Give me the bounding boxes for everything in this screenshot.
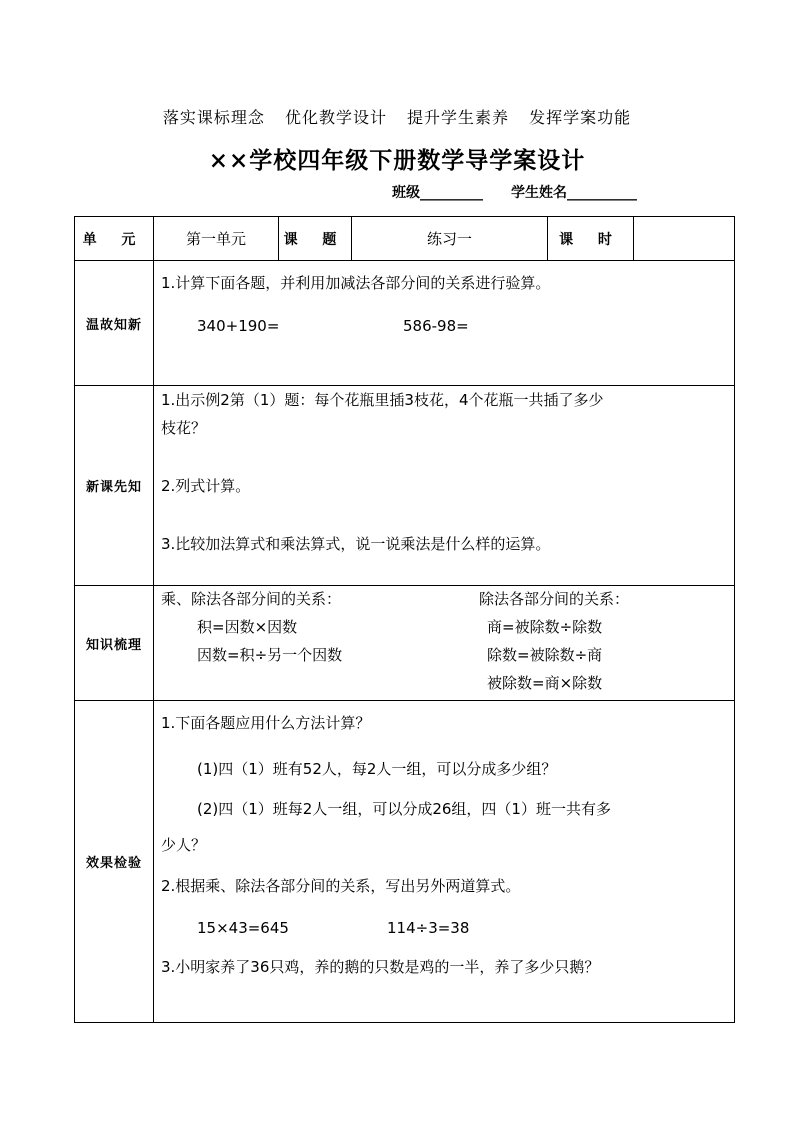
check-q2a: 15×43=645 (197, 919, 289, 937)
preview-line-2: 2.列式计算。 (161, 477, 251, 495)
student-name-label: 学生姓名 (511, 185, 567, 201)
check-label: 效果检验 (75, 701, 154, 1023)
page-title: ××学校四年级下册数学导学案设计 (208, 147, 586, 174)
summary-right-2: 除数=被除数÷商 (487, 646, 603, 664)
topic-label: 课 题 (279, 217, 352, 261)
review-row (75, 261, 735, 386)
check-content (154, 701, 735, 1023)
check-q1: 1.下面各题应用什么方法计算？ (161, 714, 371, 732)
summary-label: 知识梳理 (75, 586, 154, 701)
review-content (154, 261, 735, 386)
check-q1b-cont: 少人？ (161, 836, 207, 854)
preview-line-1: 1.出示例2第（1）题：每个花瓶里插3枝花，4个花瓶一共插了多少 (161, 391, 604, 409)
summary-right-title: 除法各部分间的关系： (479, 590, 630, 608)
review-label: 温故知新 (75, 261, 154, 386)
summary-right-1: 商=被除数÷除数 (487, 618, 603, 636)
preview-line-3: 3.比较加法算式和乘法算式，说一说乘法是什么样的运算。 (161, 535, 551, 553)
check-q2b: 114÷3=38 (387, 919, 470, 937)
check-q2: 2.根据乘、除法各部分间的关系，写出另外两道算式。 (161, 877, 521, 895)
check-row (75, 701, 735, 1023)
preview-label: 新课先知 (75, 386, 154, 586)
check-q1b: (2)四（1）班每2人一组，可以分成26组，四（1）班一共有多 (197, 800, 611, 818)
class-label: 班级 (392, 185, 420, 201)
student-info-line (392, 182, 637, 202)
info-row (75, 217, 735, 261)
preview-line-1b: 枝花？ (161, 419, 207, 437)
review-expr-2: 586-98= (403, 317, 469, 335)
lesson-table (74, 216, 735, 1023)
summary-left-title: 乘、除法各部分间的关系： (161, 590, 342, 608)
check-q3: 3.小明家养了36只鸡，养的鹅的只数是鸡的一半，养了多少只鹅？ (161, 958, 600, 976)
motto: 落实课标理念 优化教学设计 提升学生素养 发挥学案功能 (162, 108, 632, 127)
summary-right-3: 被除数=商×除数 (487, 674, 603, 692)
summary-row (75, 586, 735, 701)
preview-row (75, 386, 735, 586)
review-line-1: 1.计算下面各题，并利用加减法各部分间的关系进行验算。 (161, 274, 551, 292)
topic-value: 练习一 (352, 217, 548, 261)
preview-content (154, 386, 735, 586)
summary-left-2: 因数=积÷另一个因数 (197, 646, 343, 664)
unit-label: 单 元 (75, 217, 154, 261)
period-label: 课 时 (548, 217, 634, 261)
period-value[interactable] (634, 217, 735, 261)
summary-content (154, 586, 735, 701)
unit-value: 第一单元 (154, 217, 279, 261)
class-blank[interactable]: _________ (420, 185, 483, 201)
summary-left-1: 积=因数×因数 (197, 618, 298, 636)
check-q1a: (1)四（1）班有52人，每2人一组，可以分成多少组？ (197, 760, 557, 778)
student-name-blank[interactable]: __________ (567, 185, 637, 201)
review-expr-1: 340+190= (197, 317, 280, 335)
